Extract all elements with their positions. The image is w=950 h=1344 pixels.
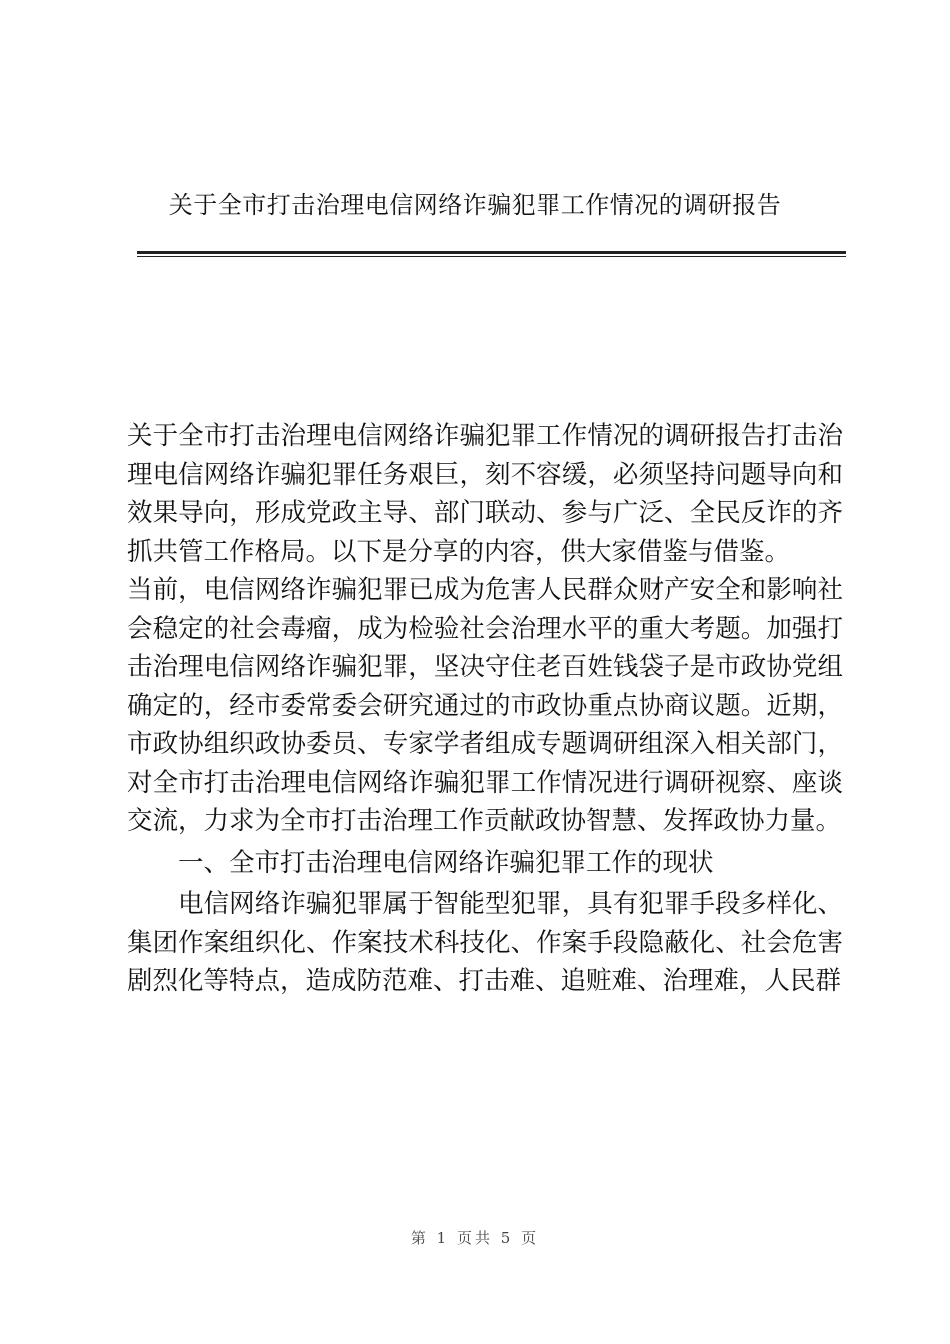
page-footer: 第 1 页共 5 页	[410, 1229, 540, 1247]
paragraph-background: 当前，电信网络诈骗犯罪已成为危害人民群众财产安全和影响社会稳定的社会毒瘤，成为检验社会治理水平的重大考题。加强打击治理电信网络诈骗犯罪，坚决守住老百姓钱袋子是市政协党组确定的，经市委常委会研究通过的市政协重点协商议题。近期，市政协组织政协委员、专家学者组成专题调研组深入相关部门，对全市打击治理电信网络诈骗犯罪工作情况进行调研视察、座谈交流，力求为全市打击治理工作贡献政协智慧、发挥政协力量。	[127, 575, 843, 836]
title-underline-thick	[137, 251, 846, 254]
title-underline	[137, 251, 846, 257]
paragraph-intro: 关于全市打击治理电信网络诈骗犯罪工作情况的调研报告打击治理电信网络诈骗犯罪任务艰巨，刻不容缓，必须坚持问题导向和效果导向，形成党政主导、部门联动、参与广泛、全民反诈的齐抓共管工作格局。以下是分享的内容，供大家借鉴与借鉴。	[127, 421, 843, 567]
section-heading: 一、全市打击治理电信网络诈骗犯罪工作的现状	[178, 847, 714, 878]
paragraph-section-1: 电信网络诈骗犯罪属于智能型犯罪，具有犯罪手段多样化、集团作案组织化、作案技术科技化、作案手段隐蔽化、社会危害剧烈化等特点，造成防范难、打击难、追赃难、治理难，人民群	[127, 889, 843, 996]
document-body	[127, 417, 843, 1001]
title-underline-thin	[137, 256, 846, 257]
document-title: 关于全市打击治理电信网络诈骗犯罪工作情况的调研报告	[168, 191, 782, 219]
